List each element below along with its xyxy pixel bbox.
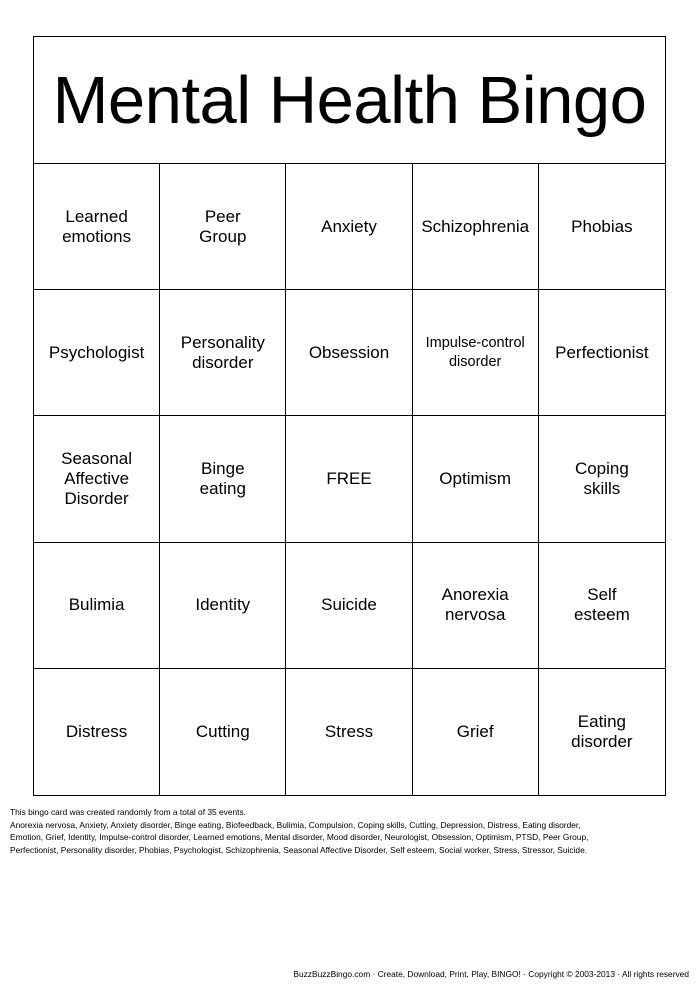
title-row (34, 37, 665, 164)
bingo-cell: Coping skills (539, 416, 665, 542)
bingo-cell: Obsession (286, 290, 412, 416)
bingo-cell: Binge eating (160, 416, 286, 542)
bingo-cell: Personality disorder (160, 290, 286, 416)
bingo-cell: Anxiety (286, 164, 412, 290)
bingo-cell: Eating disorder (571, 711, 633, 751)
bingo-cell: Cutting (160, 669, 286, 795)
bingo-cell: Impulse-control disorder (413, 290, 539, 416)
bingo-cell: Perfectionist (539, 290, 665, 416)
event-count-note: This bingo card was created randomly from a total of 35 events. (10, 807, 247, 817)
free-space-cell: FREE (286, 416, 412, 542)
bingo-cell: Learned emotions (34, 164, 160, 290)
event-list-line: Perfectionist, Personality disorder, Phobias, Psychologist, Schizophrenia, Seasonal Affective Disorder, Self esteem, Social worker, Stress, Stressor, Suicide. (10, 845, 588, 856)
bingo-cell: Self esteem (539, 543, 665, 669)
event-list (10, 806, 690, 857)
bingo-grid (34, 164, 665, 795)
bingo-cell: Grief (413, 669, 539, 795)
bingo-cell: Stress (286, 669, 412, 795)
bingo-cell: Schizophrenia (413, 164, 539, 290)
copyright-notice: BuzzBuzzBingo.com · Create, Download, Print, Play, BINGO! · Copyright © 2003-2013 · All rights reserved (293, 969, 689, 979)
bingo-cell: Suicide (286, 543, 412, 669)
bingo-card (33, 36, 666, 796)
bingo-cell: Phobias (539, 164, 665, 290)
bingo-cell: Seasonal Affective Disorder (34, 416, 160, 542)
bingo-cell: Peer Group (160, 164, 286, 290)
bingo-cell: Identity (160, 543, 286, 669)
card-title: Mental Health Bingo (52, 62, 647, 138)
bingo-cell: Optimism (413, 416, 539, 542)
bingo-cell: Psychologist (34, 290, 160, 416)
event-list-line: Emotion, Grief, Identity, Impulse-control disorder, Learned emotions, Mental disorder, Mood disorder, Neurologist, Obsession, Optimism, PTSD, Peer Group, (10, 832, 589, 843)
bingo-cell: Distress (34, 669, 160, 795)
event-list-line: Anorexia nervosa, Anxiety, Anxiety disorder, Binge eating, Biofeedback, Bulimia, Compulsion, Coping skills, Cutting, Depression, Distress, Eating disorder, (10, 819, 581, 830)
bingo-cell: Bulimia (34, 543, 160, 669)
bingo-cell: Anorexia nervosa (413, 543, 539, 669)
